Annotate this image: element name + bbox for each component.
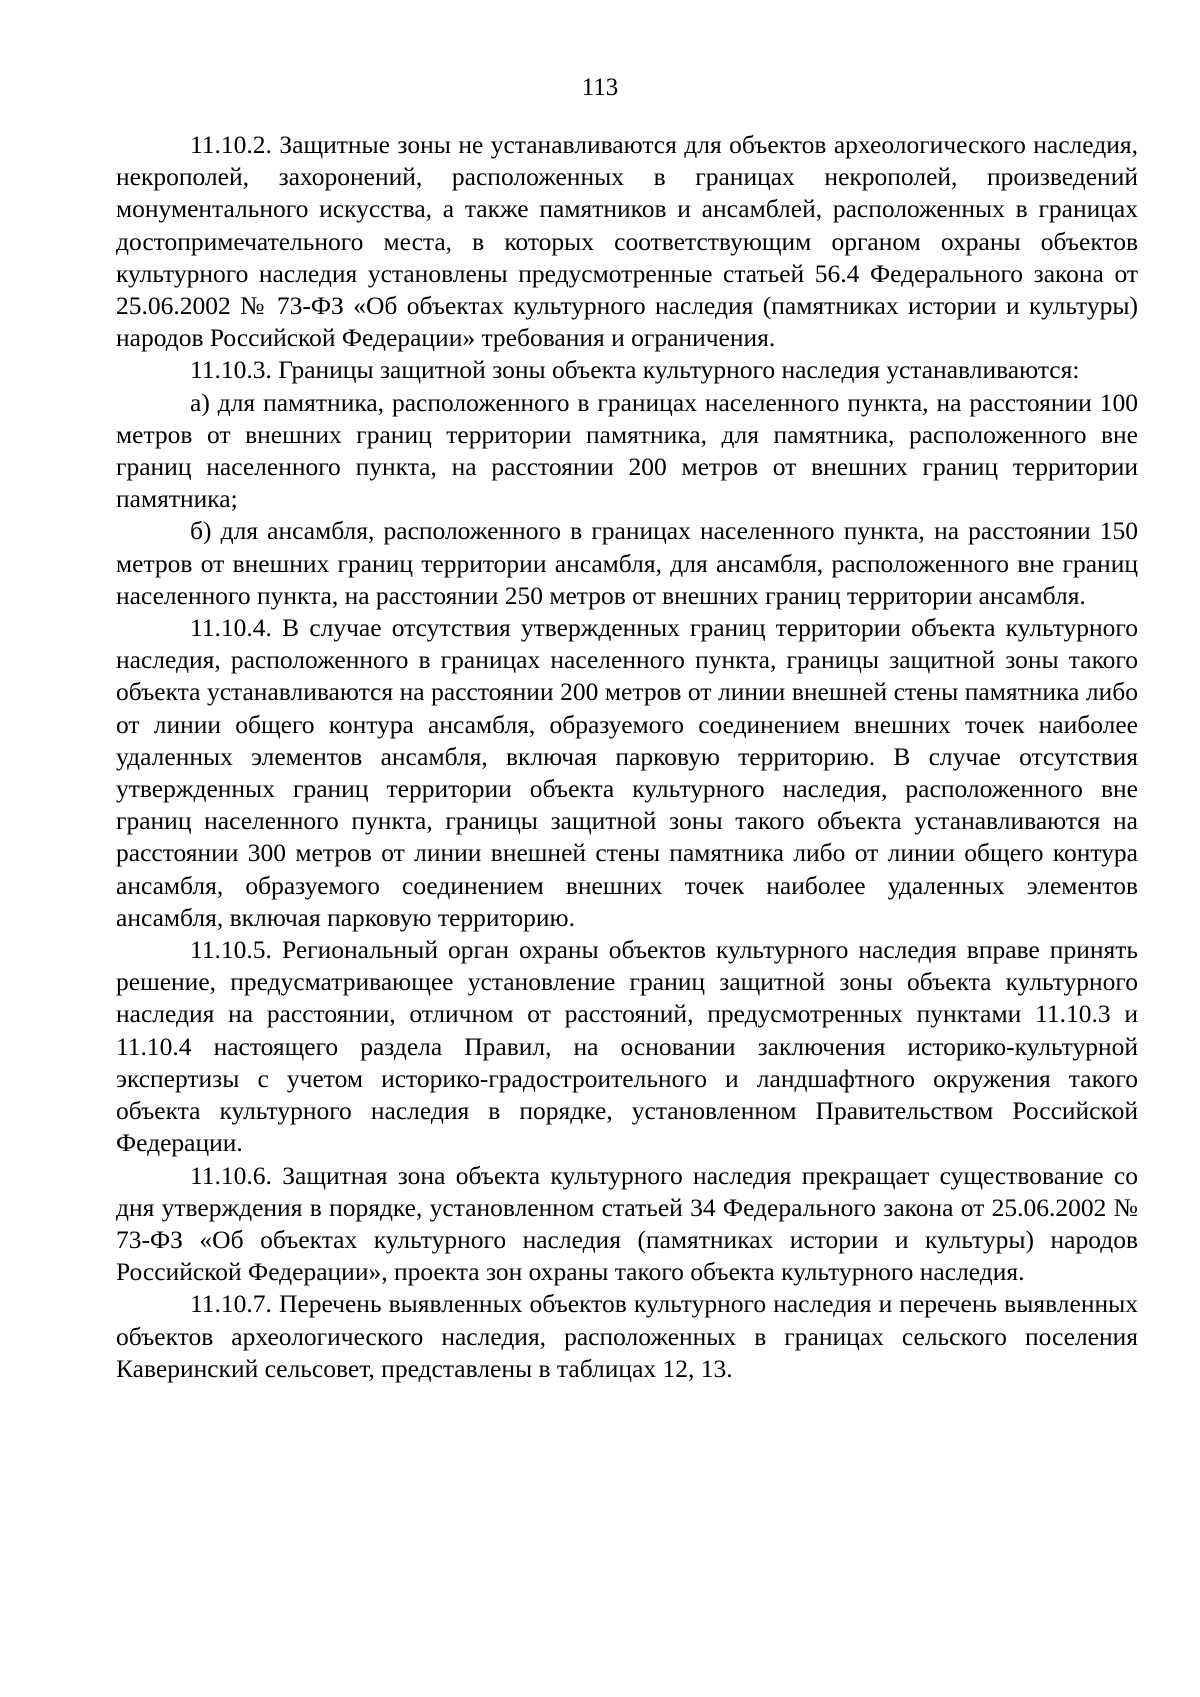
paragraph-item-a: а) для памятника, расположенного в границах населенного пункта, на расстоянии 100 метров от внешних границ территории памятника, для памятника, расположенного вне границ населенного пункта, на расстоянии 200 метров от внешних границ территории памятника; [116, 387, 1138, 514]
paragraph-11-10-4: 11.10.4. В случае отсутствия утвержденных границ территории объекта культурного наследия, расположенного в границах населенного пункта, границы защитной зоны такого объекта устанавливаются на расстоянии 200 метров от линии внешней стены памятника либо от линии общего контура ансамбля, образуемого соединением внешних точек наиболее удаленных элементов ансамбля, включая парковую территорию. В случае отсутствия утвержденных границ территории объекта культурного наследия, расположенного вне границ населенного пункта, границы защитной зоны такого объекта устанавливаются на расстоянии 300 метров от линии внешней стены памятника либо от линии общего контура ансамбля, образуемого соединением внешних точек наиболее удаленных элементов ансамбля, включая парковую территорию. [116, 613, 1138, 932]
page-number: 113 [581, 74, 619, 101]
document-body [116, 129, 1138, 1385]
paragraph-item-b: б) для ансамбля, расположенного в границах населенного пункта, на расстоянии 150 метров от внешних границ территории ансамбля, для ансамбля, расположенного вне границ населенного пункта, на расстоянии 250 метров от внешних границ территории ансамбля. [116, 516, 1138, 610]
paragraph-11-10-6: 11.10.6. Защитная зона объекта культурного наследия прекращает существование со дня утверждения в порядке, установленном статьей 34 Федерального закона от 25.06.2002 № 73-ФЗ «Об объектах культурного наследия (памятниках истории и культуры) народов Российской Федерации», проекта зон охраны такого объекта культурного наследия. [116, 1160, 1138, 1287]
paragraph-11-10-2: 11.10.2. Защитные зоны не устанавливаются для объектов археологического наследия, некрополей, захоронений, расположенных в границах некрополей, произведений монументального искусства, а также памятников и ансамблей, расположенных в границах достопримечательного места, в которых соответствующим органом охраны объектов культурного наследия установлены предусмотренные статьей 56.4 Федерального закона от 25.06.2002 № 73-ФЗ «Об объектах культурного наследия (памятниках истории и культуры) народов Российской Федерации» требования и ограничения. [116, 130, 1138, 353]
paragraph-11-10-5: 11.10.5. Региональный орган охраны объектов культурного наследия вправе принять решение, предусматривающее установление границ защитной зоны объекта культурного наследия на расстоянии, отличном от расстояний, предусмотренных пунктами 11.10.3 и 11.10.4 настоящего раздела Правил, на основании заключения историко-культурной экспертизы с учетом историко-градостроительного и ландшафтного окружения такого объекта культурного наследия в порядке, установленном Правительством Российской Федерации. [116, 935, 1138, 1158]
paragraph-11-10-7: 11.10.7. Перечень выявленных объектов культурного наследия и перечень выявленных объектов археологического наследия, расположенных в границах сельского поселения Каверинский сельсовет, представлены в таблицах 12, 13. [116, 1289, 1138, 1383]
paragraph-11-10-3: 11.10.3. Границы защитной зоны объекта культурного наследия устанавливаются: [190, 355, 1080, 385]
